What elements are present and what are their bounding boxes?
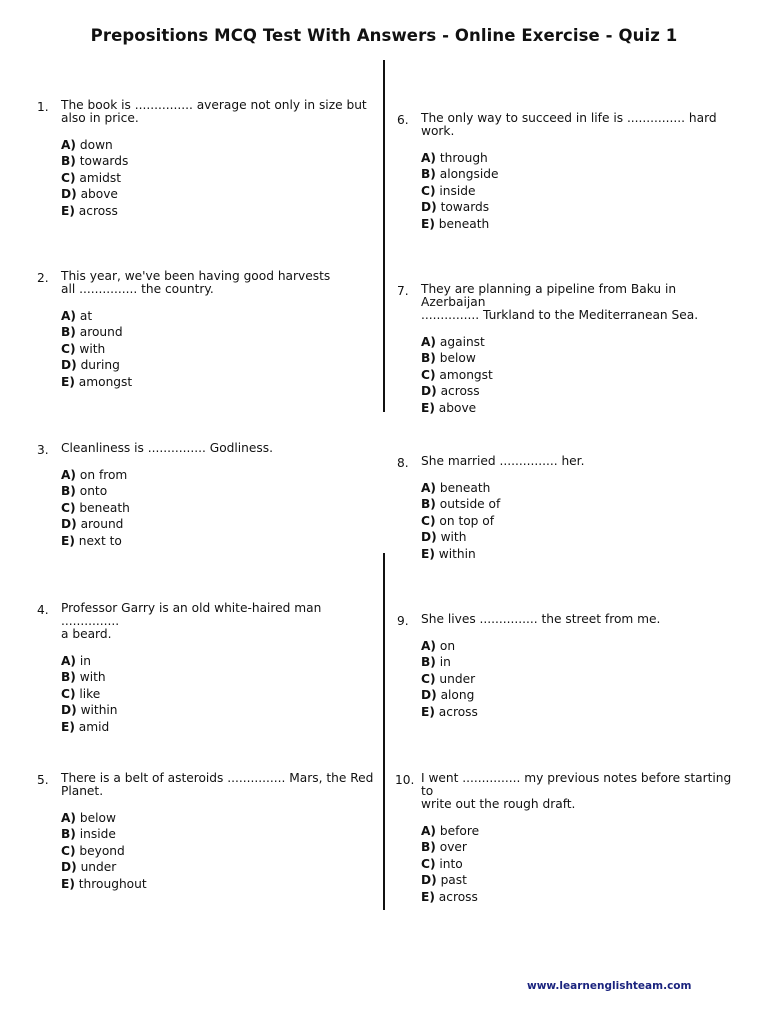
answer-option [421,150,741,166]
option-text: outside of [439,497,501,512]
answer-option [61,810,381,826]
answer-option [421,166,741,182]
option-text: past [440,873,467,888]
answer-option [61,653,381,669]
option-text: across [78,203,118,218]
answer-option [421,839,741,855]
question-number: 10. [395,773,415,787]
option-letter: C) [61,686,76,701]
answer-option [421,654,741,670]
option-letter: D) [421,530,437,545]
option-letter: B) [61,154,76,169]
option-letter: D) [61,187,77,202]
option-text: towards [440,200,490,215]
answer-option [61,137,381,153]
option-letter: D) [61,358,77,373]
question-stem: Professor Garry is an old white-haired man ............... a beard. [61,601,322,641]
option-text: below [79,811,116,825]
option-letter: C) [61,843,76,858]
answer-option [61,186,381,202]
question-number: 3. [37,443,49,457]
option-text: on [439,639,456,653]
answer-option [61,203,381,219]
answer-option [421,823,741,839]
question-1 [37,98,381,219]
answer-option [421,872,741,888]
option-text: towards [79,154,129,169]
answer-option [61,826,381,842]
option-text: under [439,671,476,686]
option-letter: B) [61,827,76,842]
question-stem: She lives ............... the street from me. [421,612,661,626]
option-text: during [80,358,120,373]
option-text: across [440,384,480,399]
option-letter: E) [61,203,75,218]
option-letter: D) [61,517,77,532]
question-stem: This year, we've been having good harvests all ............... the country. [61,269,331,296]
option-text: around [80,517,124,532]
option-text: inside [79,827,116,842]
question-number: 9. [397,614,409,628]
answer-option [61,516,381,532]
option-letter: B) [61,670,76,685]
option-letter: E) [421,400,435,415]
question-stem: There is a belt of asteroids ............... Mars, the Red Planet. [61,771,374,798]
option-text: amongst [78,374,133,389]
option-text: across [438,704,478,719]
answer-option [61,357,381,373]
answer-options [61,653,381,735]
option-letter: A) [421,639,437,653]
option-text: inside [439,183,476,198]
option-text: amid [78,719,110,734]
option-letter: C) [421,183,436,198]
option-text: in [439,655,451,670]
option-letter: D) [421,200,437,215]
option-text: like [79,686,101,701]
option-letter: D) [61,703,77,718]
question-stem: I went ............... my previous notes before starting to write out the rough draft. [421,771,732,811]
option-letter: E) [61,374,75,389]
answer-option [61,308,381,324]
option-letter: D) [61,860,77,875]
question-5 [37,771,381,892]
answer-option [61,324,381,340]
answer-option [61,719,381,735]
answer-option [421,400,741,416]
option-text: with [79,670,106,685]
answer-option [421,704,741,720]
answer-options [421,150,741,232]
option-text: above [438,400,477,415]
option-letter: A) [421,151,437,165]
option-text: below [439,351,476,366]
answer-options [421,480,741,562]
option-letter: E) [421,216,435,231]
answer-option [421,383,741,399]
option-letter: B) [421,840,436,855]
answer-option [421,367,741,383]
answer-options [61,308,381,390]
answer-option [421,350,741,366]
question-stem: The only way to succeed in life is ............... hard work. [421,111,717,138]
answer-option [61,876,381,892]
option-text: beneath [439,481,491,495]
option-text: on from [79,468,128,482]
option-letter: A) [61,654,77,668]
option-text: under [80,860,117,875]
question-number: 8. [397,456,409,470]
option-letter: C) [421,856,436,871]
question-number: 1. [37,100,49,114]
option-letter: B) [421,497,436,512]
option-letter: B) [421,167,436,182]
answer-option [61,341,381,357]
option-letter: C) [61,500,76,515]
option-text: with [79,341,106,356]
option-letter: B) [421,655,436,670]
answer-option [421,480,741,496]
column-divider-bottom [383,553,385,910]
option-letter: E) [61,876,75,891]
option-letter: B) [421,351,436,366]
column-divider-top [383,60,385,412]
option-letter: E) [61,719,75,734]
option-letter: E) [61,533,75,548]
answer-option [421,529,741,545]
question-stem: Cleanliness is ............... Godliness. [61,441,273,455]
option-letter: E) [421,546,435,561]
option-letter: A) [421,335,437,349]
answer-option [421,638,741,654]
option-text: beneath [79,500,130,515]
option-text: next to [78,533,122,548]
option-text: down [79,138,113,152]
answer-option [421,856,741,872]
option-letter: A) [421,481,437,495]
question-7 [397,282,741,416]
option-text: at [79,309,93,323]
option-letter: A) [61,138,77,152]
option-text: within [438,546,476,561]
option-letter: A) [61,309,77,323]
answer-options [421,334,741,416]
answer-option [61,374,381,390]
answer-option [421,513,741,529]
answer-option [421,496,741,512]
question-3 [37,441,381,549]
answer-option [421,546,741,562]
answer-option [61,170,381,186]
option-text: along [440,688,475,703]
option-letter: D) [421,688,437,703]
option-letter: A) [421,824,437,838]
answer-option [421,671,741,687]
option-letter: C) [61,170,76,185]
option-text: against [439,335,485,349]
option-text: beneath [438,216,490,231]
question-stem: She married ............... her. [421,454,585,468]
question-10 [395,771,741,905]
option-text: amidst [79,170,121,185]
option-letter: C) [61,341,76,356]
option-text: amongst [439,367,493,382]
footer-website: www.learnenglishteam.com [527,980,692,992]
answer-options [421,823,741,905]
answer-option [61,686,381,702]
option-text: alongside [439,167,499,182]
option-text: into [439,856,463,871]
option-letter: A) [61,468,77,482]
question-6 [397,111,741,232]
option-letter: C) [421,367,436,382]
question-9 [397,612,741,720]
answer-options [421,638,741,720]
option-text: before [439,824,480,838]
answer-option [421,889,741,905]
answer-option [421,183,741,199]
question-2 [37,269,381,390]
option-text: across [438,889,478,904]
option-text: throughout [78,876,147,891]
answer-option [61,500,381,516]
option-letter: D) [421,873,437,888]
option-text: with [440,530,467,545]
option-letter: E) [421,889,435,904]
answer-option [61,483,381,499]
option-letter: E) [421,704,435,719]
question-number: 5. [37,773,49,787]
option-text: beyond [79,843,125,858]
answer-option [421,687,741,703]
answer-option [61,669,381,685]
answer-options [61,467,381,549]
question-number: 2. [37,271,49,285]
answer-option [61,859,381,875]
option-text: on top of [439,513,495,528]
question-4 [37,601,381,735]
option-letter: C) [421,671,436,686]
answer-option [61,843,381,859]
option-letter: B) [61,325,76,340]
answer-options [61,137,381,219]
question-number: 6. [397,113,409,127]
answer-option [61,533,381,549]
answer-option [421,199,741,215]
option-text: through [439,151,488,165]
option-text: in [79,654,92,668]
answer-option [61,153,381,169]
question-number: 7. [397,284,409,298]
page-title: Prepositions MCQ Test With Answers - Online Exercise - Quiz 1 [90,26,678,45]
answer-option [421,334,741,350]
answer-options [61,810,381,892]
option-text: above [80,187,118,202]
option-letter: B) [61,484,76,499]
question-stem: The book is ............... average not only in size but also in price. [61,98,367,125]
answer-option [61,702,381,718]
option-letter: C) [421,513,436,528]
option-text: around [79,325,123,340]
question-stem: They are planning a pipeline from Baku in Azerbaijan ............... Turkland to the Mediterranean Sea. [421,282,699,322]
question-number: 4. [37,603,49,617]
option-text: over [439,840,467,855]
option-text: onto [79,484,108,499]
option-text: within [80,703,118,718]
option-letter: D) [421,384,437,399]
answer-option [61,467,381,483]
answer-option [421,216,741,232]
option-letter: A) [61,811,77,825]
question-8 [397,454,741,562]
